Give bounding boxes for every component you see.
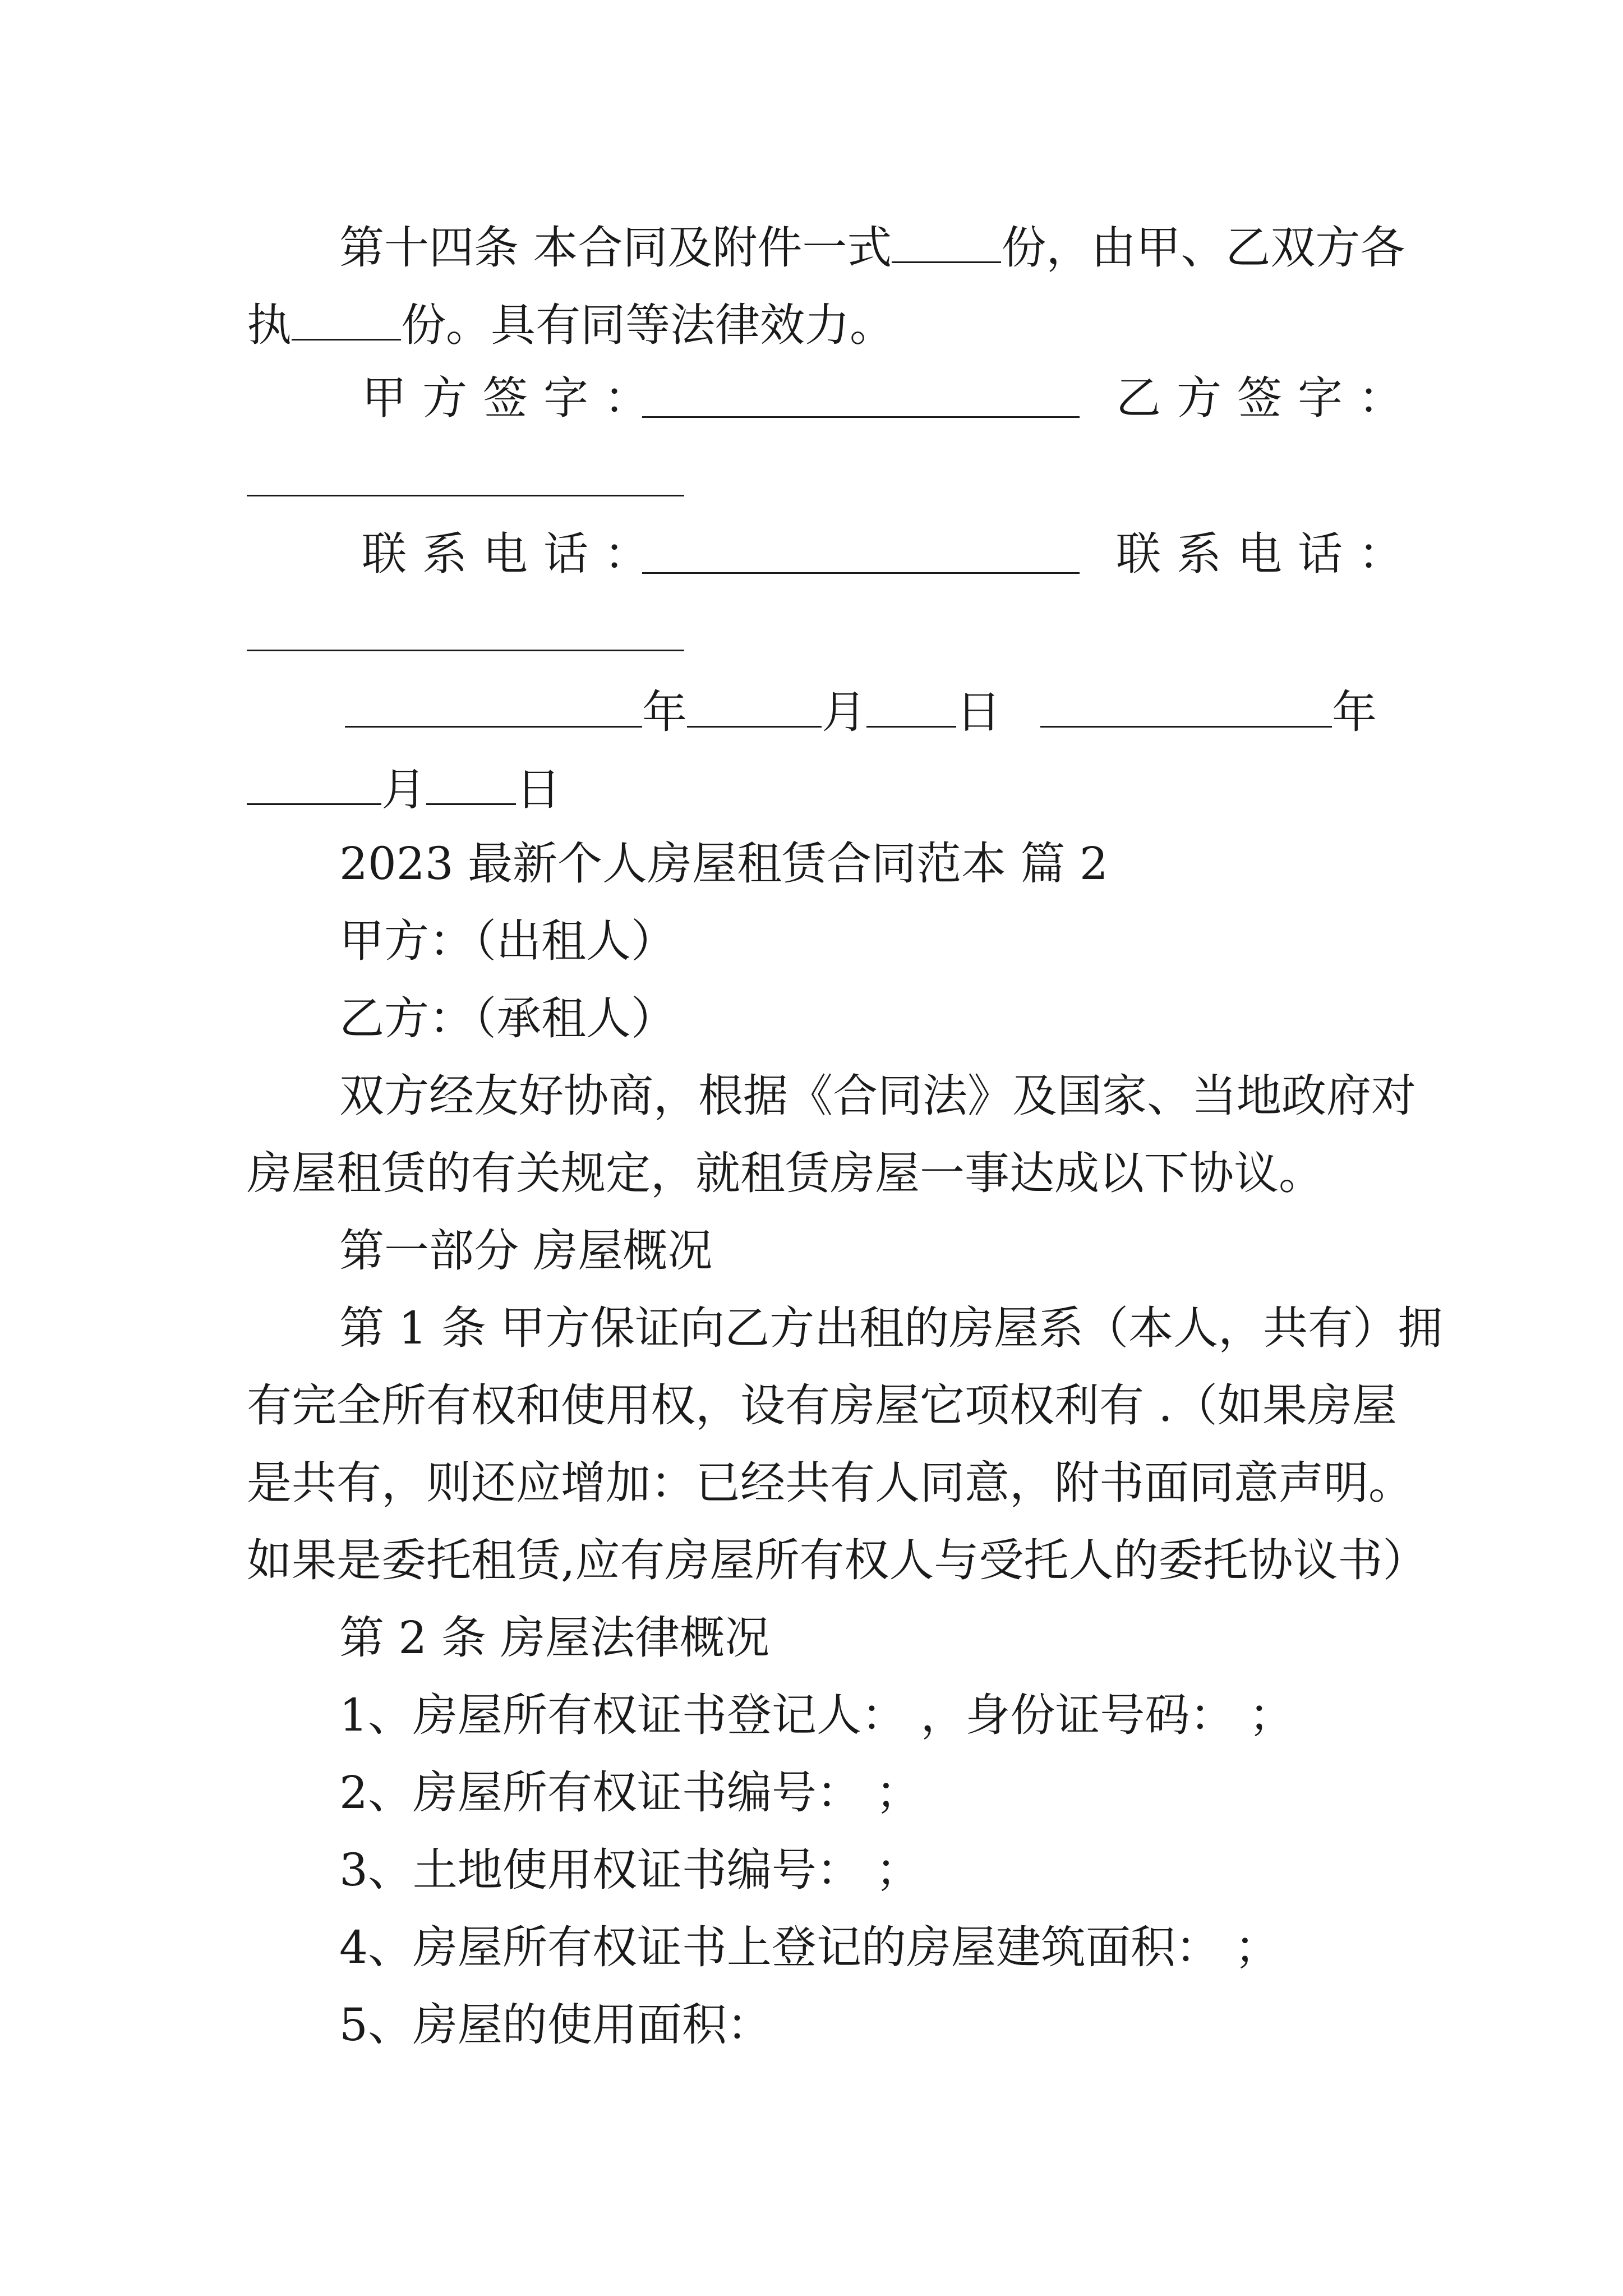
article2-item-2: 2、房屋所有权证书编号： ； bbox=[339, 1766, 921, 1819]
date-row-2 bbox=[247, 758, 561, 815]
month-b-label: 月 bbox=[381, 763, 426, 816]
part1-title: 第一部分 房屋概况 bbox=[339, 1225, 713, 1277]
intro-line-1: 双方经友好协商，根据《合同法》及国家、当地政府对 bbox=[339, 1070, 1416, 1122]
year-b-label: 年 bbox=[1332, 686, 1377, 738]
party-a-signature-line bbox=[642, 416, 1080, 418]
month-b-blank bbox=[247, 758, 381, 805]
party-b-phone-label: 联系电话： bbox=[1116, 528, 1419, 580]
article2-title: 第 2 条 房屋法律概况 bbox=[339, 1612, 770, 1664]
party-b-phone-line bbox=[247, 650, 684, 651]
year-a-blank bbox=[345, 681, 642, 728]
year-a-label: 年 bbox=[642, 686, 687, 738]
copies-each-blank bbox=[292, 294, 401, 341]
article2-item-1: 1、房屋所有权证书登记人： ，身份证号码： ； bbox=[339, 1689, 1294, 1741]
party-a-signature-label: 甲方签字： bbox=[362, 372, 665, 424]
clause14-line2 bbox=[247, 294, 895, 350]
year-b-blank bbox=[1040, 681, 1332, 728]
month-a-blank bbox=[687, 681, 822, 728]
clause14-text-d: 份。具有同等法律效力。 bbox=[401, 299, 895, 351]
party-a-phone-line bbox=[642, 572, 1080, 574]
article1-line-3: 是共有，则还应增加：已经共有人同意，附书面同意声明。 bbox=[247, 1457, 1413, 1509]
article1-line-2: 有完全所有权和使用权，设有房屋它项权利有 .（如果房屋 bbox=[247, 1379, 1397, 1432]
party-a-phone-label: 联系电话： bbox=[362, 528, 665, 580]
copies-total-blank bbox=[892, 217, 1001, 263]
clause14-text-c: 执 bbox=[247, 299, 292, 351]
day-a-blank bbox=[866, 681, 956, 728]
article1-line-4: 如果是委托租赁,应有房屋所有权人与受托人的委托协议书） bbox=[247, 1534, 1428, 1586]
article2-item-5: 5、房屋的使用面积： bbox=[339, 1999, 772, 2051]
party-b-signature-label: 乙方签字： bbox=[1116, 372, 1419, 424]
party-b-line: 乙方：（承租人） bbox=[339, 992, 676, 1045]
section-title: 2023 最新个人房屋租赁合同范本 篇 2 bbox=[339, 838, 1108, 890]
date-row-1 bbox=[345, 681, 1377, 737]
party-a-line: 甲方：（出租人） bbox=[339, 915, 676, 967]
article1-line-1: 第 1 条 甲方保证向乙方出租的房屋系（本人，共有）拥 bbox=[339, 1302, 1443, 1354]
party-b-signature-line bbox=[247, 495, 684, 496]
article2-item-4: 4、房屋所有权证书上登记的房屋建筑面积： ； bbox=[339, 1921, 1280, 1973]
month-a-label: 月 bbox=[822, 686, 866, 738]
clause14-text-b: 份，由甲、乙双方各 bbox=[1001, 222, 1405, 274]
intro-line-2: 房屋租赁的有关规定，就租赁房屋一事达成以下协议。 bbox=[247, 1147, 1324, 1199]
day-a-label: 日 bbox=[956, 686, 1001, 738]
day-b-blank bbox=[426, 758, 516, 805]
article2-item-3: 3、土地使用权证书编号： ； bbox=[339, 1844, 921, 1896]
clause14-text-a: 第十四条 本合同及附件一式 bbox=[339, 222, 892, 274]
clause14-line1 bbox=[339, 217, 1405, 273]
day-b-label: 日 bbox=[516, 763, 561, 816]
